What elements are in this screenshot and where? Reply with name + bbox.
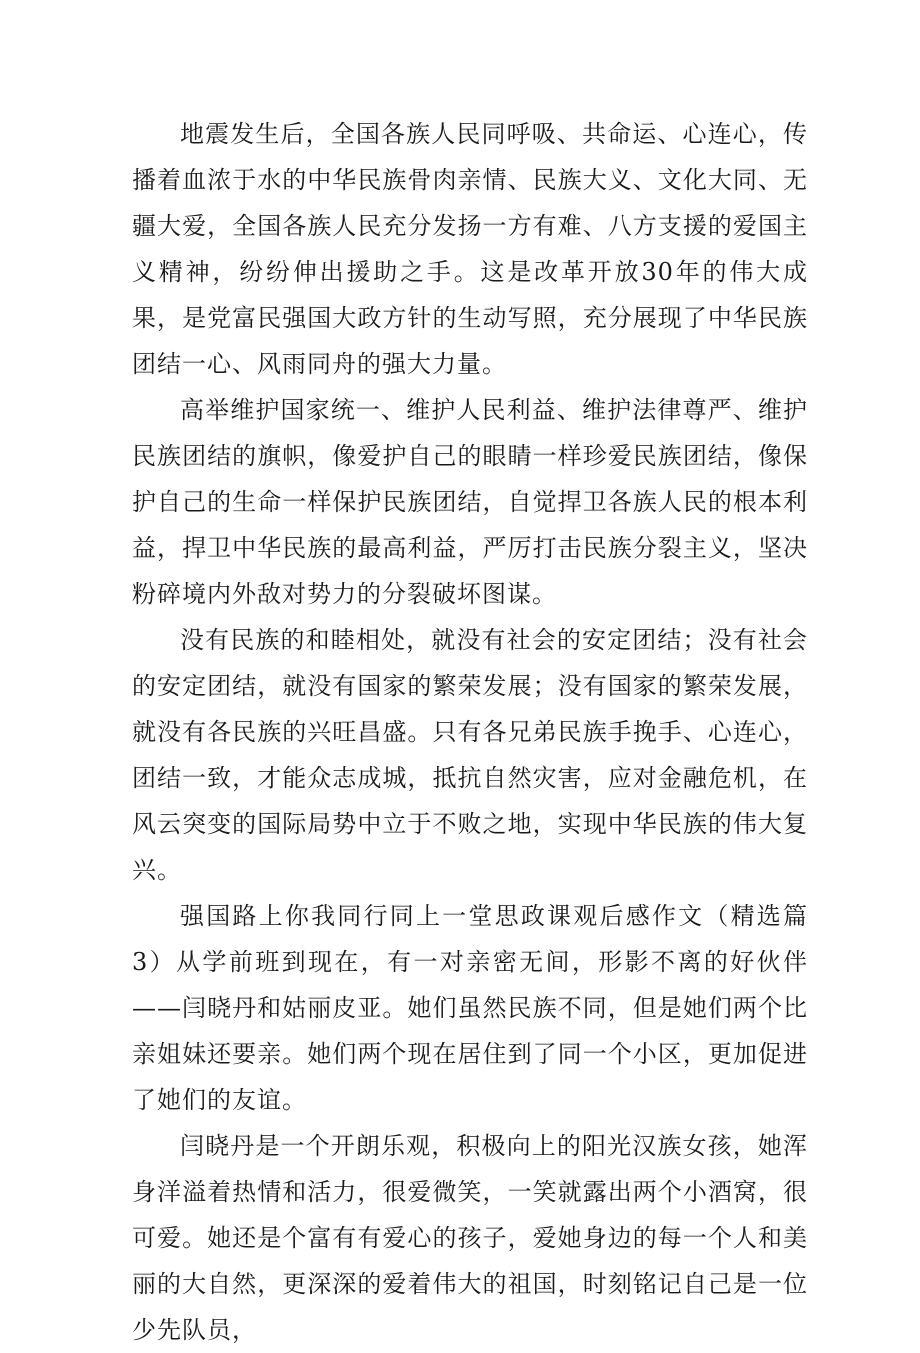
paragraph-yan-xiaodan: 闫晓丹是一个开朗乐观，积极向上的阳光汉族女孩，她浑身洋溢着热情和活力，很爱微笑，一笑就露出两个小酒窝，很可爱。她还是个富有有爱心的孩子，爱她身边的每一个人和美丽的大自然，更深深的爱着伟大的祖国，时刻铭记自己是一位少先队员， <box>132 1132 808 1344</box>
paragraph-national-unity-banner: 高举维护国家统一、维护人民利益、维护法律尊严、维护民族团结的旗帜，像爱护自己的眼睛一样珍爱民族团结，像保护自己的生命一样保护民族团结，自觉捍卫各族人民的根本利益，捍卫中华民族的最高利益，严厉打击民族分裂主义，坚决粉碎境内外敌对势力的分裂破坏图谋。 <box>132 396 808 608</box>
paragraph-harmony-prosperity: 没有民族的和睦相处，就没有社会的安定团结；没有社会的安定团结，就没有国家的繁荣发展；没有国家的繁荣发展，就没有各民族的兴旺昌盛。只有各兄弟民族手挽手、心连心，团结一致，才能众志成城，抵抗自然灾害，应对金融危机，在风云突变的国际局势中立于不败之地，实现中华民族的伟大复兴。 <box>132 626 808 884</box>
paragraph-essay-friends: 强国路上你我同行同上一堂思政课观后感作文（精选篇3）从学前班到现在，有一对亲密无间，形影不离的好伙伴——闫晓丹和姑丽皮亚。她们虽然民族不同，但是她们两个比亲姐妹还要亲。她们两个现在居住到了同一个小区，更加促进了她们的友谊。 <box>132 902 808 1114</box>
document-body <box>132 111 808 1353</box>
paragraph-earthquake-unity: 地震发生后，全国各族人民同呼吸、共命运、心连心，传播着血浓于水的中华民族骨肉亲情、民族大义、文化大同、无疆大爱，全国各族人民充分发扬一方有难、八方支援的爱国主义精神，纷纷伸出援助之手。这是改革开放30年的伟大成果，是党富民强国大政方针的生动写照，充分展现了中华民族团结一心、风雨同舟的强大力量。 <box>132 120 808 378</box>
